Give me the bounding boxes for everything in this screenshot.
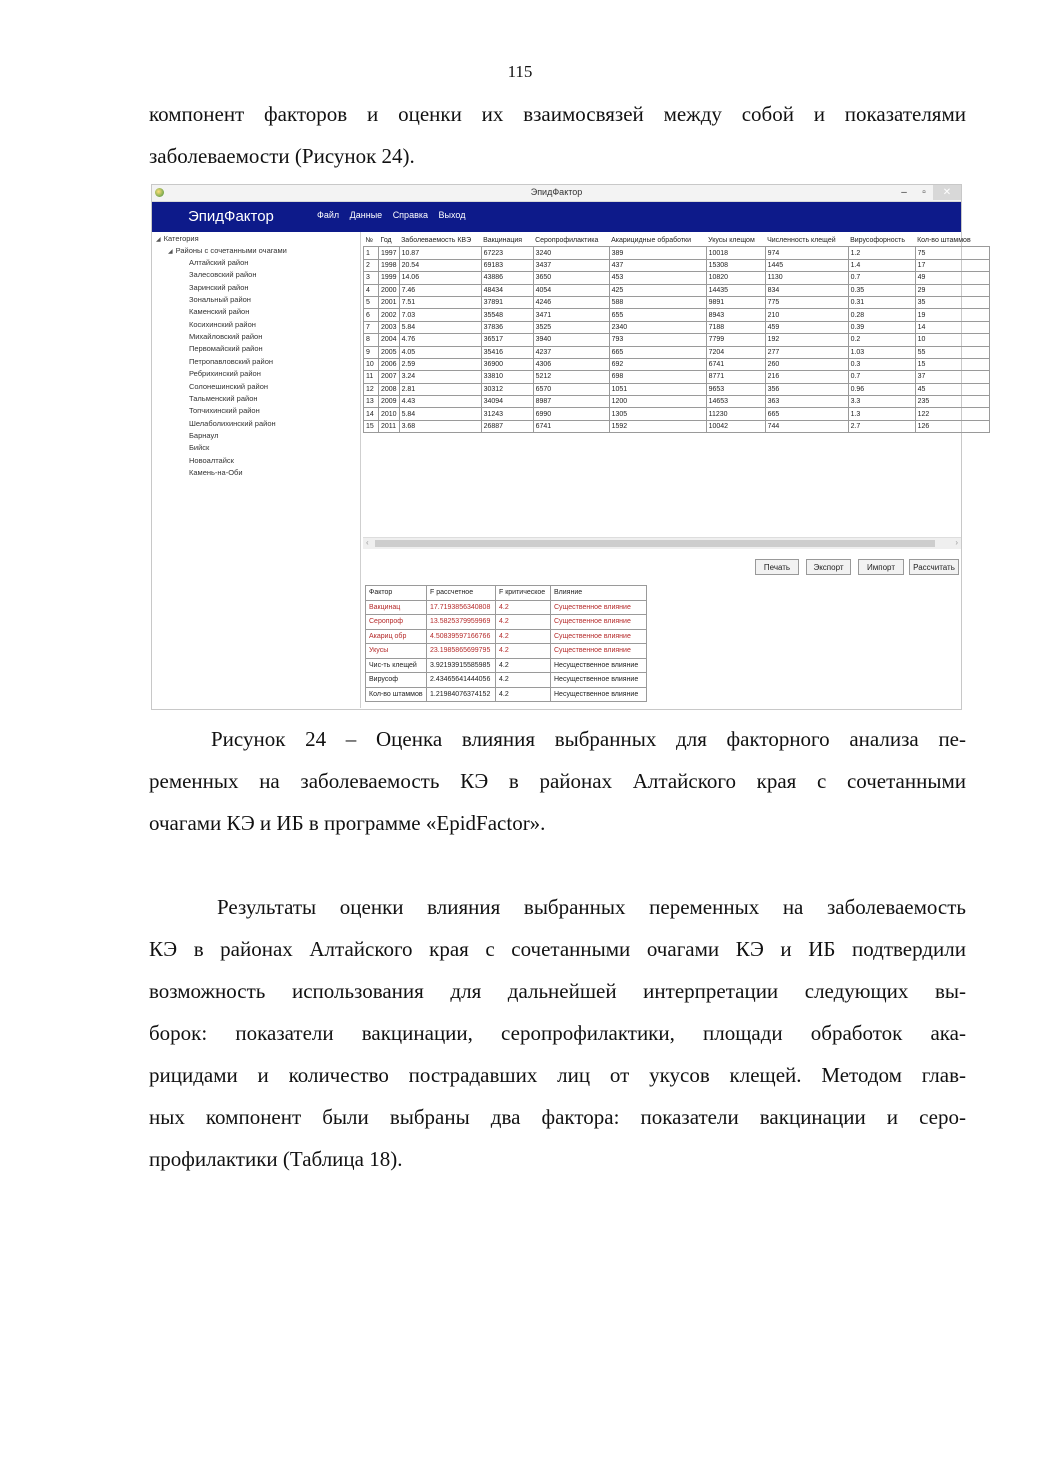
table-cell[interactable]: 15 [915,358,989,370]
page-number: 115 [507,62,533,81]
table-cell[interactable]: 12 [364,383,379,395]
table-cell[interactable]: 31243 [481,408,533,420]
table-cell[interactable]: 2006 [379,358,400,370]
table-cell[interactable]: 1445 [765,259,848,271]
table-cell[interactable]: 2002 [379,309,400,321]
factor-cell: Несущественное влияние [551,687,647,702]
table-cell[interactable]: 6741 [706,358,765,370]
table-cell[interactable]: 6741 [533,420,609,432]
table-row[interactable] [364,408,990,420]
tree-item[interactable]: Заринский район [189,282,249,292]
text-line: КЭ в районах Алтайского края с сочетанными очагами КЭ и ИБ подтвердили [149,937,966,961]
horizontal-scrollbar[interactable] [363,537,961,549]
table-cell[interactable]: 1051 [609,383,706,395]
table-cell[interactable]: 5 [364,296,379,308]
table-cell[interactable]: 6570 [533,383,609,395]
tree-item[interactable]: Каменский район [189,307,250,317]
table-cell[interactable]: 3 [364,272,379,284]
factor-cell: Акариц обр [366,629,427,644]
table-row[interactable] [364,321,990,333]
window-title: ЭпидФактор [530,187,583,197]
text-line: профилактики (Таблица 18). [149,1147,403,1171]
table-cell[interactable]: 260 [765,358,848,370]
table-row[interactable] [364,309,990,321]
table-cell[interactable]: 0.35 [848,284,915,296]
table-cell[interactable]: 4.05 [399,346,481,358]
table-cell[interactable]: 3.24 [399,371,481,383]
tree-group[interactable]: ◢ Районы с сочетанными очагами [168,246,287,255]
factor-cell: 4.50839597166766 [427,629,496,644]
column-header[interactable]: № [364,235,379,247]
factor-cell: 13.5825379959969 [427,615,496,630]
text-line: ременных на заболеваемость КЭ в районах Алтайского края с сочетанными [149,769,966,793]
table-cell[interactable]: 793 [609,334,706,346]
tree-item[interactable]: Первомайский район [189,344,263,354]
menu-exit[interactable]: Выход [438,210,466,220]
table-cell[interactable]: 10.87 [399,247,481,259]
column-header[interactable]: Вакцинация [481,235,533,247]
tree-root[interactable]: ◢ Категория [156,234,199,243]
table-cell[interactable]: 1.2 [848,247,915,259]
column-header[interactable]: Укусы клещом [706,235,765,247]
table-cell[interactable]: 14 [915,321,989,333]
tree-item[interactable]: Шелаболихинский район [189,418,276,428]
tree-item[interactable]: Петропавловский район [189,356,274,366]
table-cell[interactable]: 0.2 [848,334,915,346]
tree-item[interactable]: Бийск [189,443,210,453]
table-cell[interactable]: 5.84 [399,408,481,420]
table-cell[interactable]: 1.3 [848,408,915,420]
table-row[interactable] [364,272,990,284]
factor-cell: Существенное влияние [551,615,647,630]
app-brand: ЭпидФактор [188,208,274,225]
table-cell[interactable]: 14 [364,408,379,420]
factor-row[interactable] [366,600,647,615]
tree-item[interactable]: Ребрихинский район [189,369,261,379]
table-cell[interactable]: 363 [765,396,848,408]
table-cell[interactable]: 19 [915,309,989,321]
table-cell[interactable]: 49 [915,272,989,284]
table-cell[interactable]: 36517 [481,334,533,346]
table-cell[interactable]: 7 [364,321,379,333]
table-cell[interactable]: 235 [915,396,989,408]
table-cell[interactable]: 0.3 [848,358,915,370]
factor-cell: Серопроф [366,615,427,630]
text-line: возможность использования для дальнейшей интерпретации следующих вы- [149,979,966,1003]
factor-cell: 2.43465641444056 [427,673,496,688]
table-cell[interactable]: 437 [609,259,706,271]
table-cell[interactable]: 2004 [379,334,400,346]
table-cell[interactable]: 1999 [379,272,400,284]
table-cell[interactable]: 665 [609,346,706,358]
table-cell[interactable]: 35416 [481,346,533,358]
collapse-caret-icon[interactable]: ◢ [168,249,173,255]
text-line: Рисунок 24 – Оценка влияния выбранных для факторного анализа пе- [211,727,966,751]
table-cell[interactable]: 6 [364,309,379,321]
table-cell[interactable]: 33810 [481,371,533,383]
collapse-caret-icon[interactable]: ◢ [156,237,161,243]
factor-row[interactable] [366,673,647,688]
calculate-button[interactable]: Рассчитать [909,559,959,575]
factor-cell: 4.2 [496,658,551,673]
factor-cell: Несущественное влияние [551,658,647,673]
table-cell[interactable]: 8 [364,334,379,346]
tree-item[interactable]: Залесовский район [189,270,257,280]
table-cell[interactable]: 43886 [481,272,533,284]
table-cell[interactable]: 2008 [379,383,400,395]
factor-cell: 4.2 [496,673,551,688]
table-cell[interactable]: 1592 [609,420,706,432]
table-cell[interactable]: 48434 [481,284,533,296]
table-cell[interactable]: 14435 [706,284,765,296]
menu-data[interactable]: Данные [349,210,383,220]
table-cell[interactable]: 974 [765,247,848,259]
text-line: рицидами и количество пострадавших лиц от укусов клещей. Методом глав- [149,1063,966,1087]
table-row[interactable] [364,358,990,370]
table-cell[interactable]: 37836 [481,321,533,333]
text-line: борок: показатели вакцинации, серопрофилактики, площади обработок ака- [149,1021,966,1045]
table-cell[interactable]: 0.7 [848,272,915,284]
table-cell[interactable]: 192 [765,334,848,346]
table-cell[interactable]: 2 [364,259,379,271]
data-grid[interactable] [363,235,971,551]
intro-paragraph [149,93,966,177]
table-cell[interactable]: 15308 [706,259,765,271]
table-cell[interactable]: 11230 [706,408,765,420]
table-cell[interactable]: 122 [915,408,989,420]
table-cell[interactable]: 0.31 [848,296,915,308]
table-cell[interactable]: 26887 [481,420,533,432]
maximize-icon[interactable]: ▫ [922,187,926,198]
table-cell[interactable]: 4 [364,284,379,296]
import-button[interactable]: Импорт [858,559,904,575]
figure-caption [149,718,966,844]
table-row[interactable] [364,420,990,432]
table-cell[interactable]: 0.39 [848,321,915,333]
table-cell[interactable]: 75 [915,247,989,259]
table-cell[interactable]: 4054 [533,284,609,296]
table-cell[interactable]: 4246 [533,296,609,308]
factor-row[interactable] [366,615,647,630]
factor-row[interactable] [366,644,647,659]
factor-row[interactable] [366,658,647,673]
table-cell[interactable]: 453 [609,272,706,284]
table-cell[interactable]: 0.96 [848,383,915,395]
text-line: очагами КЭ и ИБ в программе «EpidFactor». [149,811,546,835]
table-cell[interactable]: 1997 [379,247,400,259]
table-cell[interactable]: 14653 [706,396,765,408]
tree-item[interactable]: Тальменский район [189,393,258,403]
export-button[interactable]: Экспорт [806,559,851,575]
table-cell[interactable]: 2010 [379,408,400,420]
menu-help[interactable]: Справка [392,210,428,220]
table-cell[interactable]: 5212 [533,371,609,383]
table-cell[interactable]: 210 [765,309,848,321]
table-cell[interactable]: 2003 [379,321,400,333]
table-cell[interactable]: 9 [364,346,379,358]
table-cell[interactable]: 698 [609,371,706,383]
factor-cell: Существенное влияние [551,644,647,659]
factor-cell: Вакцинац [366,600,427,615]
tree-item[interactable]: Топчихинский район [189,406,260,416]
factor-cell: Существенное влияние [551,629,647,644]
table-cell[interactable]: 29 [915,284,989,296]
tree-item[interactable]: Зональный район [189,295,251,305]
table-cell[interactable]: 7.51 [399,296,481,308]
table-cell[interactable]: 7204 [706,346,765,358]
table-cell[interactable]: 0.28 [848,309,915,321]
factor-cell: 4.2 [496,644,551,659]
menu-bar [152,202,961,232]
tree-item[interactable]: Солонешинский район [189,381,269,391]
table-cell[interactable]: 7.03 [399,309,481,321]
factor-cell: 23.1985865699795 [427,644,496,659]
factor-column-header[interactable]: Фактор [366,586,427,601]
text-line: заболеваемости (Рисунок 24). [149,144,415,168]
table-cell[interactable]: 2340 [609,321,706,333]
table-cell[interactable]: 665 [765,408,848,420]
table-cell[interactable]: 3471 [533,309,609,321]
table-cell[interactable]: 425 [609,284,706,296]
table-cell[interactable]: 588 [609,296,706,308]
table-cell[interactable]: 4306 [533,358,609,370]
table-cell[interactable]: 389 [609,247,706,259]
table-cell[interactable]: 3437 [533,259,609,271]
text-line: ных компонент были выбраны два фактора: показатели вакцинации и серо- [149,1105,966,1129]
table-cell[interactable]: 3940 [533,334,609,346]
main-menu [317,210,473,220]
table-cell[interactable]: 2.81 [399,383,481,395]
table-cell[interactable]: 35548 [481,309,533,321]
column-header[interactable]: Заболеваемость КВЭ [399,235,481,247]
table-row[interactable] [364,296,990,308]
table-cell[interactable]: 9891 [706,296,765,308]
table-cell[interactable]: 3650 [533,272,609,284]
factor-cell: Чис-ть клещей [366,658,427,673]
scroll-right-icon[interactable]: › [955,538,958,547]
table-cell[interactable]: 67223 [481,247,533,259]
table-cell[interactable]: 7799 [706,334,765,346]
table-cell[interactable]: 1305 [609,408,706,420]
table-cell[interactable]: 1130 [765,272,848,284]
factor-cell: 4.2 [496,629,551,644]
table-cell[interactable]: 1 [364,247,379,259]
table-cell[interactable]: 459 [765,321,848,333]
table-cell[interactable]: 2005 [379,346,400,358]
table-cell[interactable]: 34094 [481,396,533,408]
factor-cell: 1.21984076374152 [427,687,496,702]
table-cell[interactable]: 13 [364,396,379,408]
column-header[interactable]: Год [379,235,400,247]
table-row[interactable] [364,346,990,358]
table-cell[interactable]: 8943 [706,309,765,321]
table-cell[interactable]: 20.54 [399,259,481,271]
table-cell[interactable]: 2007 [379,371,400,383]
table-row[interactable] [364,259,990,271]
table-cell[interactable]: 2001 [379,296,400,308]
column-header[interactable]: Акарицидные обработки [609,235,706,247]
table-cell[interactable]: 6990 [533,408,609,420]
print-button[interactable]: Печать [755,559,799,575]
text-line: компонент факторов и оценки их взаимосвязей между собой и показателями [149,102,966,126]
factor-column-header[interactable]: F критическое [496,586,551,601]
table-cell[interactable]: 775 [765,296,848,308]
table-cell[interactable]: 3240 [533,247,609,259]
table-cell[interactable]: 8987 [533,396,609,408]
category-tree [152,232,361,708]
table-cell[interactable]: 1998 [379,259,400,271]
table-cell[interactable]: 35 [915,296,989,308]
table-cell[interactable]: 1.4 [848,259,915,271]
table-cell[interactable]: 10042 [706,420,765,432]
table-header-row [364,235,990,247]
column-header[interactable]: Численность клещей [765,235,848,247]
column-header[interactable]: Кол-во штаммов [915,235,989,247]
factor-cell: Укусы [366,644,427,659]
table-cell[interactable]: 834 [765,284,848,296]
table-cell[interactable]: 2009 [379,396,400,408]
table-cell[interactable]: 11 [364,371,379,383]
table-row[interactable] [364,284,990,296]
table-cell[interactable]: 10018 [706,247,765,259]
table-cell[interactable]: 2011 [379,420,400,432]
tree-item[interactable]: Алтайский район [189,258,249,267]
scroll-left-icon[interactable]: ‹ [366,538,369,547]
tree-item[interactable]: Барнаул [189,430,219,440]
factor-column-header[interactable]: Влияние [551,586,647,601]
menu-file[interactable]: Файл [317,210,340,220]
close-icon[interactable]: ✕ [933,185,961,200]
table-cell[interactable]: 9653 [706,383,765,395]
table-cell[interactable]: 30312 [481,383,533,395]
table-cell[interactable]: 15 [364,420,379,432]
table-cell[interactable]: 216 [765,371,848,383]
table-cell[interactable]: 14.06 [399,272,481,284]
column-header[interactable]: Вирусофорность [848,235,915,247]
table-row[interactable] [364,371,990,383]
table-cell[interactable]: 126 [915,420,989,432]
table-cell[interactable]: 3.3 [848,396,915,408]
table-cell[interactable]: 10 [915,334,989,346]
factor-column-header[interactable]: F рассчетное [427,586,496,601]
results-paragraph [149,886,966,1180]
table-cell[interactable]: 4237 [533,346,609,358]
factor-cell: 4.2 [496,600,551,615]
table-cell[interactable]: 7.46 [399,284,481,296]
app-screenshot-figure [151,184,971,710]
table-cell[interactable]: 744 [765,420,848,432]
table-cell[interactable]: 4.43 [399,396,481,408]
table-cell[interactable]: 3525 [533,321,609,333]
table-cell[interactable]: 1200 [609,396,706,408]
table-cell[interactable]: 69183 [481,259,533,271]
table-row[interactable] [364,396,990,408]
factor-row[interactable] [366,629,647,644]
window-titlebar [152,185,961,202]
table-cell[interactable]: 692 [609,358,706,370]
table-cell[interactable]: 37 [915,371,989,383]
table-cell[interactable]: 10820 [706,272,765,284]
table-cell[interactable]: 55 [915,346,989,358]
table-cell[interactable]: 45 [915,383,989,395]
tree-item[interactable]: Новоалтайск [189,455,234,465]
text-line: Результаты оценки влияния выбранных переменных на заболеваемость [217,895,966,919]
table-cell[interactable]: 1.03 [848,346,915,358]
scroll-thumb[interactable] [375,540,935,547]
table-cell[interactable]: 7188 [706,321,765,333]
table-cell[interactable]: 356 [765,383,848,395]
table-cell[interactable]: 3.68 [399,420,481,432]
factor-header-row [366,586,647,601]
factor-cell: Несущественное влияние [551,673,647,688]
table-cell[interactable]: 655 [609,309,706,321]
factor-table [365,585,647,702]
table-cell[interactable]: 17 [915,259,989,271]
tree-item[interactable]: Косихинский район [189,319,256,329]
factor-cell: Вирусоф [366,673,427,688]
factor-row[interactable] [366,687,647,702]
table-row[interactable] [364,334,990,346]
table-row[interactable] [364,383,990,395]
table-row[interactable] [364,247,990,259]
table-cell[interactable]: 37891 [481,296,533,308]
table-cell[interactable]: 2.59 [399,358,481,370]
factor-cell: Существенное влияние [551,600,647,615]
table-cell[interactable]: 277 [765,346,848,358]
table-cell[interactable]: 2.7 [848,420,915,432]
table-cell[interactable]: 8771 [706,371,765,383]
factor-cell: 4.2 [496,615,551,630]
column-header[interactable]: Серопрофилактика [533,235,609,247]
table-cell[interactable]: 10 [364,358,379,370]
table-cell[interactable]: 2000 [379,284,400,296]
table-cell[interactable]: 36900 [481,358,533,370]
table-cell[interactable]: 0.7 [848,371,915,383]
data-table [363,235,990,433]
tree-item[interactable]: Камень-на-Оби [189,467,243,477]
table-cell[interactable]: 5.84 [399,321,481,333]
factor-cell: 17.7193856340808 [427,600,496,615]
factor-cell: 3.92193915585985 [427,658,496,673]
table-cell[interactable]: 4.76 [399,334,481,346]
tree-item[interactable]: Михайловский район [189,332,263,342]
factor-cell: 4.2 [496,687,551,702]
factor-cell: Кол-во штаммов [366,687,427,702]
minimize-icon[interactable]: – [901,187,907,198]
